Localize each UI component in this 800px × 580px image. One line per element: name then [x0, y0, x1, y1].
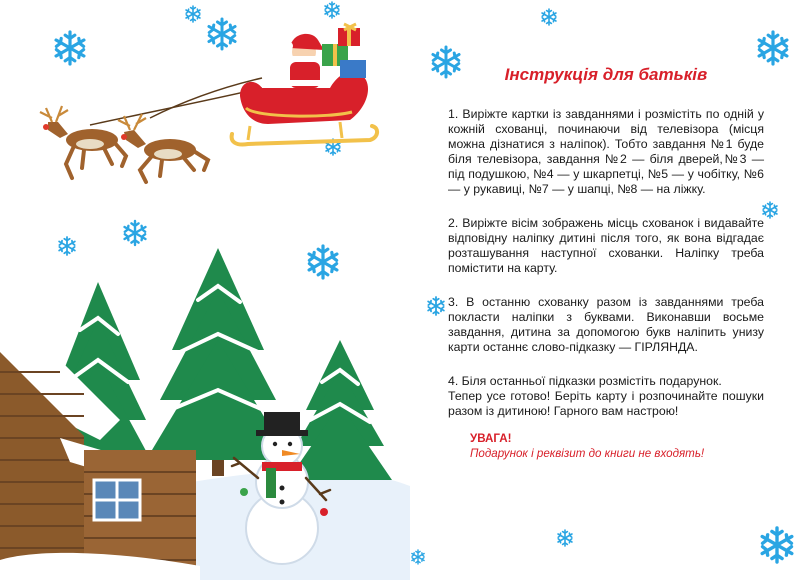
reindeer-icon — [40, 106, 126, 178]
snowflake-icon — [186, 6, 200, 22]
instruction-paragraph — [448, 295, 764, 355]
santa-sleigh-illustration — [40, 24, 377, 182]
snowflake-icon — [763, 202, 777, 218]
instruction-paragraph — [448, 374, 764, 419]
snowflake-icon — [412, 550, 424, 564]
snowflake-icon — [59, 237, 75, 255]
snowflake-icon — [428, 297, 444, 315]
snowflake-icon — [542, 9, 556, 25]
snowflake-icon — [56, 32, 84, 64]
snowflake-icon — [309, 246, 337, 278]
snowflake-icon — [762, 528, 792, 562]
paragraph-line: 4. Біля останньої підказки розмістіть подарунок. — [448, 374, 722, 388]
snowflake-icon — [209, 19, 235, 49]
instruction-paragraph — [448, 107, 764, 197]
paragraph-line: 3. В останню схованку разом із завданнями треба покласти наліпки з буквами. Виконавши восьме завдання, дитина за допомогою букв наліпить унизу карти останнє слово-підказку — ГІРЛЯНДА. — [448, 295, 764, 354]
snowflake-icon — [325, 2, 339, 18]
instructions-panel — [448, 65, 764, 461]
paragraph-line: 1. Виріжте картки із завданнями і розмістіть по одній у кожній схованці, починаючи від телевізора (місця можна дізнатися з наліпок). Тобто завдання №1 буде біля телевізора, завдання №2 — біля дверей,№3 — під подушкою, №4 — у шкарпетці, №5 — у чобітку, №6 — у рукавиці, №7 — у шапці, №8 — на ліжку. — [448, 107, 764, 196]
warning-title: УВАГА! — [470, 432, 512, 445]
paragraph-line: Тепер усе готово! Беріть карту і розпочинайте пошуки разом із дитиною! Гарного вам настрою! — [448, 389, 764, 418]
instruction-paragraph — [448, 216, 764, 276]
snowflake-icon — [125, 221, 146, 245]
paragraph-line: 2. Виріжте вісім зображень місць схованок і видавайте відповідну наліпку дитині після того, як вона відгадає розташування наступної схованки. Наліпку треба помістити на карту. — [448, 216, 764, 275]
snowflake-icon — [558, 530, 572, 546]
snowflake-icon — [759, 32, 787, 64]
warning-text: Подарунок і реквізит до книги не входять! — [470, 447, 705, 460]
gift-box-icon — [322, 24, 366, 78]
fir-trees-illustration — [44, 248, 392, 480]
instructions-title: Інструкція для батьків — [504, 65, 708, 84]
fir-tree-icon — [288, 340, 392, 480]
warning-block — [448, 431, 764, 461]
reindeer-icon — [118, 114, 208, 182]
santa-icon — [285, 34, 324, 88]
